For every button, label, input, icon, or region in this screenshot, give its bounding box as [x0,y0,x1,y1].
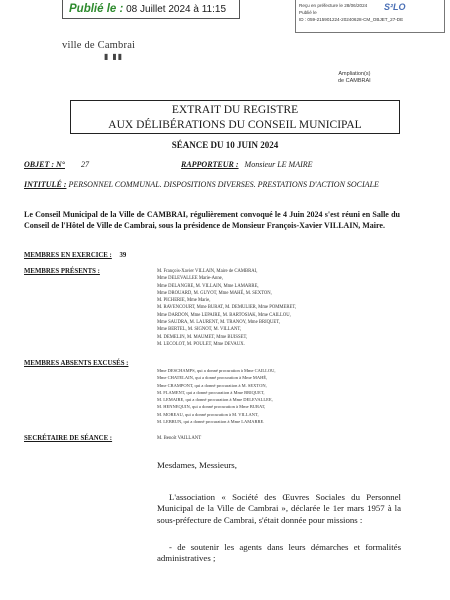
membres-presents-label: MEMBRES PRÉSENTS : [24,268,100,275]
list-item: M. HENNEQUIN, qui a donné procuration à Mme BURAT, [157,404,266,410]
publication-stamp [62,0,240,19]
membres-absents-label: MEMBRES ABSENTS EXCUSÉS : [24,360,129,367]
body-paragraph-2: - de soutenir les agents dans leurs démarches et formalités administratives ; [157,542,401,564]
list-item: Mme BERTEL, M. SIGNOT, M. VILLANT, [157,327,242,333]
prefecture-stamp [295,0,445,33]
membres-exercice [24,252,126,259]
list-item: Mme DROUARD, M. GUYOT, Mme MAHÉ, M. SEXTON, [157,290,272,296]
membres-presents-list [157,268,422,348]
intitule-row [24,180,404,190]
rapporteur-label: RAPPORTEUR : [180,160,239,169]
seance-date: SÉANCE DU 10 JUIN 2024 [171,140,279,150]
list-item: M. LEBRUN, qui a donné procuration à Mme LAMARRE. [157,419,265,425]
prefecture-line: ID : 059-215901224-20240628-CM_OBJET_27-DE [299,17,404,22]
document-title-box [70,100,400,134]
list-item: Mme DELEVALLEE Marie-Anne, [157,276,223,282]
objet-number: 27 [80,160,89,169]
salutation: Mesdames, Messieurs, [157,460,237,470]
city-logo: ville de Cambrai [62,40,136,51]
list-item: M. LECOLOT, M. POULET, Mme DEVAUX. [157,341,245,347]
ampliation-note [338,71,371,85]
list-item: M. PICHERIE, Mme Marie, [157,298,211,304]
slo-logo: S²LO [384,2,406,12]
title-line-1: EXTRAIT DU REGISTRE [171,104,299,116]
publie-label: Publié le : [69,3,124,15]
list-item: Mme DARDON, Mme LEPAIRE, M. BARTOSIAK, Mme CAILLOU, [157,312,291,318]
prefecture-line: Reçu en préfecture le 28/06/2024 [299,3,368,8]
intro-paragraph: Le Conseil Municipal de la Ville de CAMBRAI, régulièrement convoqué le 4 Juin 2024 s'est réuni en Salle du Conseil de l'Hôtel de Ville de Cambrai, sous la présidence de Monsieur François-Xavier VILLAIN, Maire. [24,210,400,230]
ampliation-line: de CAMBRAI [338,78,371,84]
body-paragraph-1: L'association « Société des Œuvres Sociales du Personnel Municipal de la Ville de Cambrai », déclarée le 1er mars 1957 à la sous-préfecture de Cambrai, s'était donnée pour missions : [157,492,401,525]
secretaire-label: SECRÉTAIRE DE SÉANCE : [24,435,113,442]
rapporteur-value: Monsieur LE MAIRE [244,160,313,169]
membres-exercice-value: 39 [119,252,127,259]
list-item: Mme DELANGRE, M. VILLAIN, Mme LAMARRE, [157,283,259,289]
publie-date: 08 Juillet 2024 à 11:15 [126,4,227,15]
list-item: Mme DESCHAMPS, qui a donné procuration à Mme CAILLOU, [157,368,276,373]
intitule-text: PERSONNEL COMMUNAL. DISPOSITIONS DIVERSES. PRESTATIONS D'ACTION SOCIALE [68,180,379,189]
city-logo-mark-icon: ▮ ▮▮ [104,52,124,61]
membres-exercice-label: MEMBRES EN EXERCICE : [24,252,112,259]
membres-absents-list [157,367,422,425]
list-item: Mme SAUDRA, M. LAURENT, M. TRANOY, Mme BRIQUET, [157,320,280,326]
ampliation-line: Ampliation(s) [338,71,371,77]
list-item: M. MOREAU, qui a donné procuration à M. VILLANT, [157,411,259,417]
secretaire-value: M. Benoît VAILLANT [157,436,202,441]
list-item: Mme CHATELAIN, qui a donné procuration à Mme MAHÉ, [157,375,268,381]
intitule-label: INTITULÉ : [24,180,67,189]
objet-label: OBJET : N° [24,160,65,169]
prefecture-line: Publié le [299,10,317,15]
title-line-2: AUX DÉLIBÉRATIONS DU CONSEIL MUNICIPAL [108,119,362,131]
list-item: M. FLAMENT, qui a donné procuration à Mme BRIQUET, [157,389,265,395]
list-item: Mme CRAMPONT, qui a donné procuration à M. SEXTON, [157,382,267,388]
list-item: M. François-Xavier VILLAIN, Maire de CAMBRAI, [157,269,258,274]
list-item: M. RAVENCOURT, Mme BURAT, M. DEMULIER, Mme POMMERET, [157,305,297,311]
list-item: M. LEMAIRE, qui a donné procuration à Mme DELEVALLEE, [157,397,273,403]
list-item: M. DEMELIN, M. MAUMET, Mme BUISSET, [157,334,248,340]
objet-row [24,160,313,169]
